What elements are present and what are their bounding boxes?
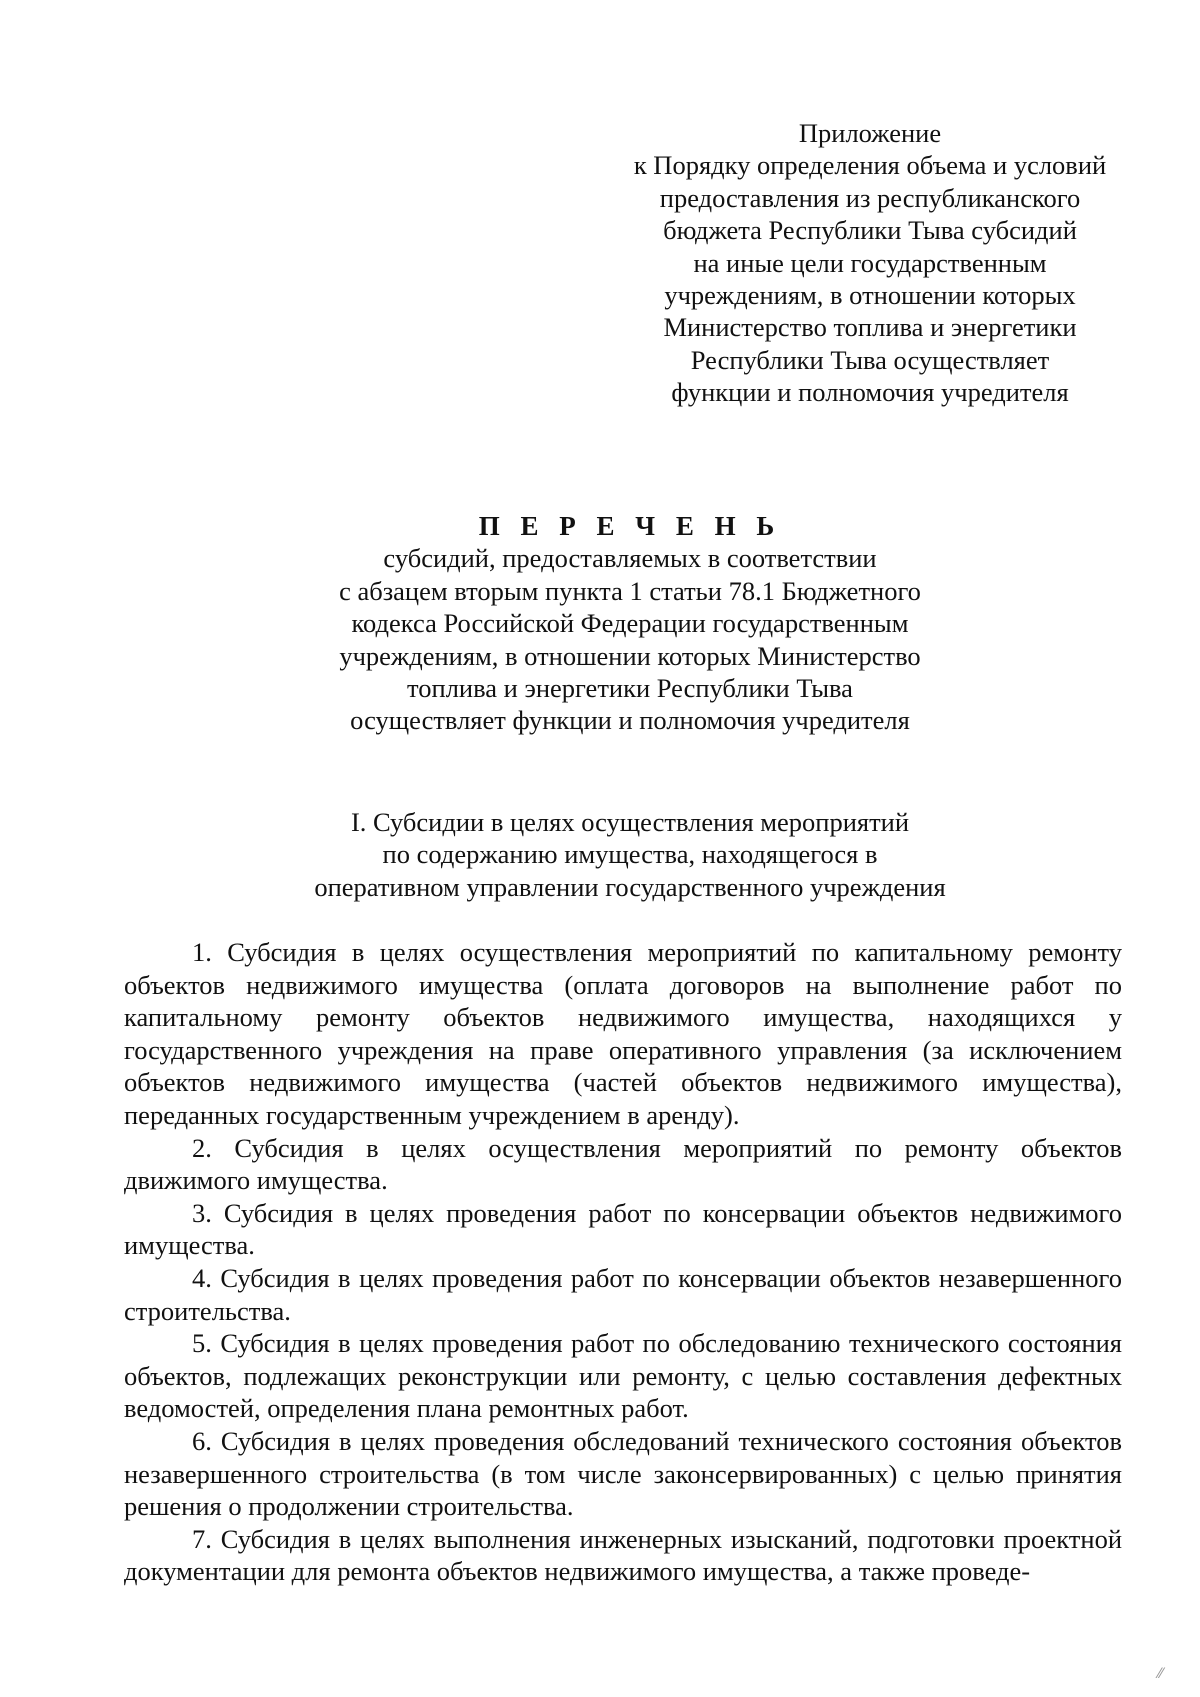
list-item: 4. Субсидия в целях проведения работ по консервации объектов незавершенного строительства. (124, 1262, 1122, 1326)
document-title (230, 510, 1030, 737)
title-line: топлива и энергетики Республики Тыва (407, 673, 853, 704)
annex-line: предоставления из республиканского (659, 182, 1081, 213)
items-list (124, 936, 1122, 1588)
annex-line: Республики Тыва осуществляет (690, 344, 1050, 375)
list-item: 1. Субсидия в целях осуществления мероприятий по капитальному ремонту объектов недвижимого имущества (оплата договоров на выполнение работ по капитальному ремонту объектов недвижимого имущества, находящихся у государственного учреждения на праве оперативного управления (за исключением объектов недвижимого имущества (частей объектов недвижимого имущества), переданных государственным учреждением в аренду). (124, 937, 1122, 1130)
annex-line: на иные цели государственным (693, 247, 1047, 278)
list-item: 6. Субсидия в целях проведения обследований технического состояния объектов незавершенного строительства (в том числе законсервированных) с целью принятия решения о продолжении строительства. (124, 1425, 1122, 1522)
section-heading (230, 806, 1030, 903)
annex-header (620, 117, 1120, 409)
list-item: 3. Субсидия в целях проведения работ по консервации объектов недвижимого имущества. (124, 1197, 1122, 1261)
section-line: I. Субсидии в целях осуществления мероприятий (350, 807, 910, 837)
section-line: оперативном управлении государственного учреждения (314, 871, 946, 902)
title-heading: П Е Р Е Ч Е Н Ь (478, 511, 782, 541)
annex-line: Министерство топлива и энергетики (663, 312, 1077, 343)
scan-mark: ⁄⁄ (1158, 1666, 1163, 1682)
list-item: 2. Субсидия в целях осуществления мероприятий по ремонту объектов движимого имущества. (124, 1132, 1122, 1196)
title-line: субсидий, предоставляемых в соответствии (383, 543, 877, 574)
annex-line: бюджета Республики Тыва субсидий (663, 215, 1077, 246)
title-line: осуществляет функции и полномочия учредителя (350, 705, 910, 736)
section-line: по содержанию имущества, находящегося в (382, 839, 878, 870)
title-line: учреждениям, в отношении которых Министерство (339, 640, 921, 671)
annex-line: функции и полномочия учредителя (671, 377, 1069, 408)
list-item: 7. Субсидия в целях выполнения инженерных изысканий, подготовки проектной документации для ремонта объектов недвижимого имущества, а также проведе- (124, 1523, 1122, 1587)
annex-line: к Порядку определения объема и условий (633, 150, 1107, 181)
annex-line: Приложение (798, 118, 942, 148)
title-line: с абзацем вторым пункта 1 статьи 78.1 Бюджетного (339, 575, 921, 606)
annex-line: учреждениям, в отношении которых (664, 280, 1076, 311)
list-item: 5. Субсидия в целях проведения работ по обследованию технического состояния объектов, подлежащих реконструкции или ремонту, с целью составления дефектных ведомостей, определения плана ремонтных работ. (124, 1328, 1122, 1424)
title-line: кодекса Российской Федерации государственным (351, 608, 909, 639)
